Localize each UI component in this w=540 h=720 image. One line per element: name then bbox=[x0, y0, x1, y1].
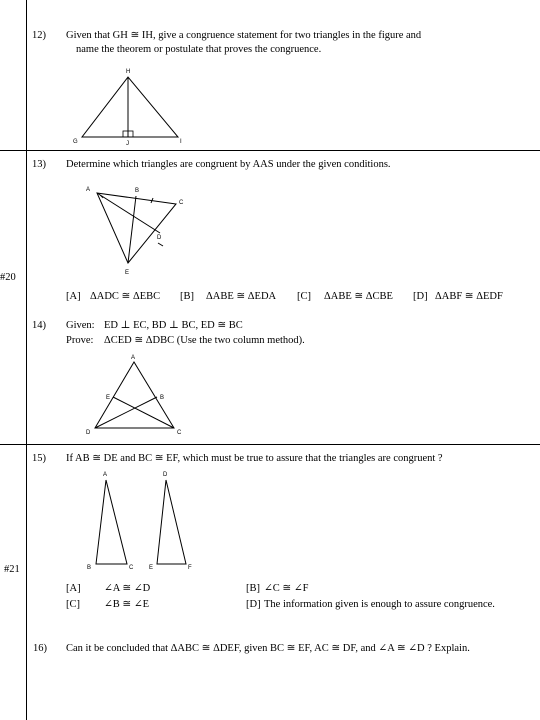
q15-number: 15) bbox=[32, 453, 46, 464]
q15-label-b: B bbox=[87, 565, 92, 571]
q15-choice-d-text: The information given is enough to assure congruence. bbox=[264, 599, 495, 610]
q14-label-a: A bbox=[131, 355, 136, 361]
q16-text: Can it be concluded that ΔABC ≅ ΔDEF, given BC ≅ EF, AC ≅ DF, and ∠A ≅ ∠D ? Explain. bbox=[66, 643, 470, 654]
q14-number: 14) bbox=[32, 320, 46, 331]
q13-choice-d-label: [D] bbox=[413, 291, 428, 302]
q15-text: If AB ≅ DE and BC ≅ EF, which must be true to assure that the triangles are congruent ? bbox=[66, 453, 443, 464]
q13-choice-b-text: ΔABE ≅ ΔEDA bbox=[206, 291, 277, 302]
q14-label-d: D bbox=[86, 430, 91, 436]
q15-choice-c-label: [C] bbox=[66, 599, 80, 610]
q12-label-j: J bbox=[126, 141, 129, 147]
q15-label-e: E bbox=[149, 565, 154, 571]
q13-choice-a-text: ΔADC ≅ ΔEBC bbox=[90, 291, 161, 302]
group-label-20: #20 bbox=[0, 272, 16, 283]
q14-given-text: ED ⊥ EC, BD ⊥ BC, ED ≅ BC bbox=[104, 320, 243, 331]
q12-text-line2: name the theorem or postulate that proves the congruence. bbox=[76, 44, 322, 55]
q16-number: 16) bbox=[33, 643, 47, 654]
q15-choice-a-text: ∠A ≅ ∠D bbox=[104, 583, 151, 594]
q14-label-e: E bbox=[106, 395, 111, 401]
q15-label-a: A bbox=[103, 472, 108, 478]
q12-number: 12) bbox=[32, 30, 46, 41]
q14-label-b: B bbox=[160, 395, 165, 401]
q15-choice-b-label: [B] bbox=[246, 583, 260, 594]
q13-choice-c-text: ΔABE ≅ ΔCBE bbox=[324, 291, 393, 302]
q12-text-line1: Given that GH ≅ IH, give a congruence statement for two triangles in the figure and bbox=[66, 30, 422, 41]
q15-label-f: F bbox=[188, 565, 192, 571]
q13-choice-b-label: [B] bbox=[180, 291, 194, 302]
q14-prove-label: Prove: bbox=[66, 335, 94, 346]
group-label-21: #21 bbox=[4, 564, 20, 575]
q12-label-i: I bbox=[180, 139, 182, 145]
q13-label-b: B bbox=[135, 188, 140, 194]
q14-label-c: C bbox=[177, 430, 182, 436]
q15-label-d: D bbox=[163, 472, 168, 478]
q13-choice-c-label: [C] bbox=[297, 291, 311, 302]
q14-given-label: Given: bbox=[66, 320, 95, 331]
q15-choice-d-label: [D] bbox=[246, 599, 261, 610]
q12-label-g: G bbox=[73, 139, 78, 145]
q15-label-c: C bbox=[129, 565, 134, 571]
q13-label-e: E bbox=[125, 270, 130, 276]
q13-text: Determine which triangles are congruent by AAS under the given conditions. bbox=[66, 159, 391, 170]
q15-choice-c-text: ∠B ≅ ∠E bbox=[104, 599, 150, 610]
q13-label-a: A bbox=[86, 187, 91, 193]
q15-choice-b-text: ∠C ≅ ∠F bbox=[264, 583, 309, 594]
q15-choice-a-label: [A] bbox=[66, 583, 81, 594]
q13-number: 13) bbox=[32, 159, 46, 170]
q13-choice-d-text: ΔABF ≅ ΔEDF bbox=[435, 291, 503, 302]
q13-choice-a-label: [A] bbox=[66, 291, 81, 302]
q12-label-h: H bbox=[126, 69, 131, 75]
q14-prove-text: ΔCED ≅ ΔDBC (Use the two column method). bbox=[104, 335, 305, 346]
q13-label-d: D bbox=[157, 235, 162, 241]
q13-label-c: C bbox=[179, 200, 184, 206]
